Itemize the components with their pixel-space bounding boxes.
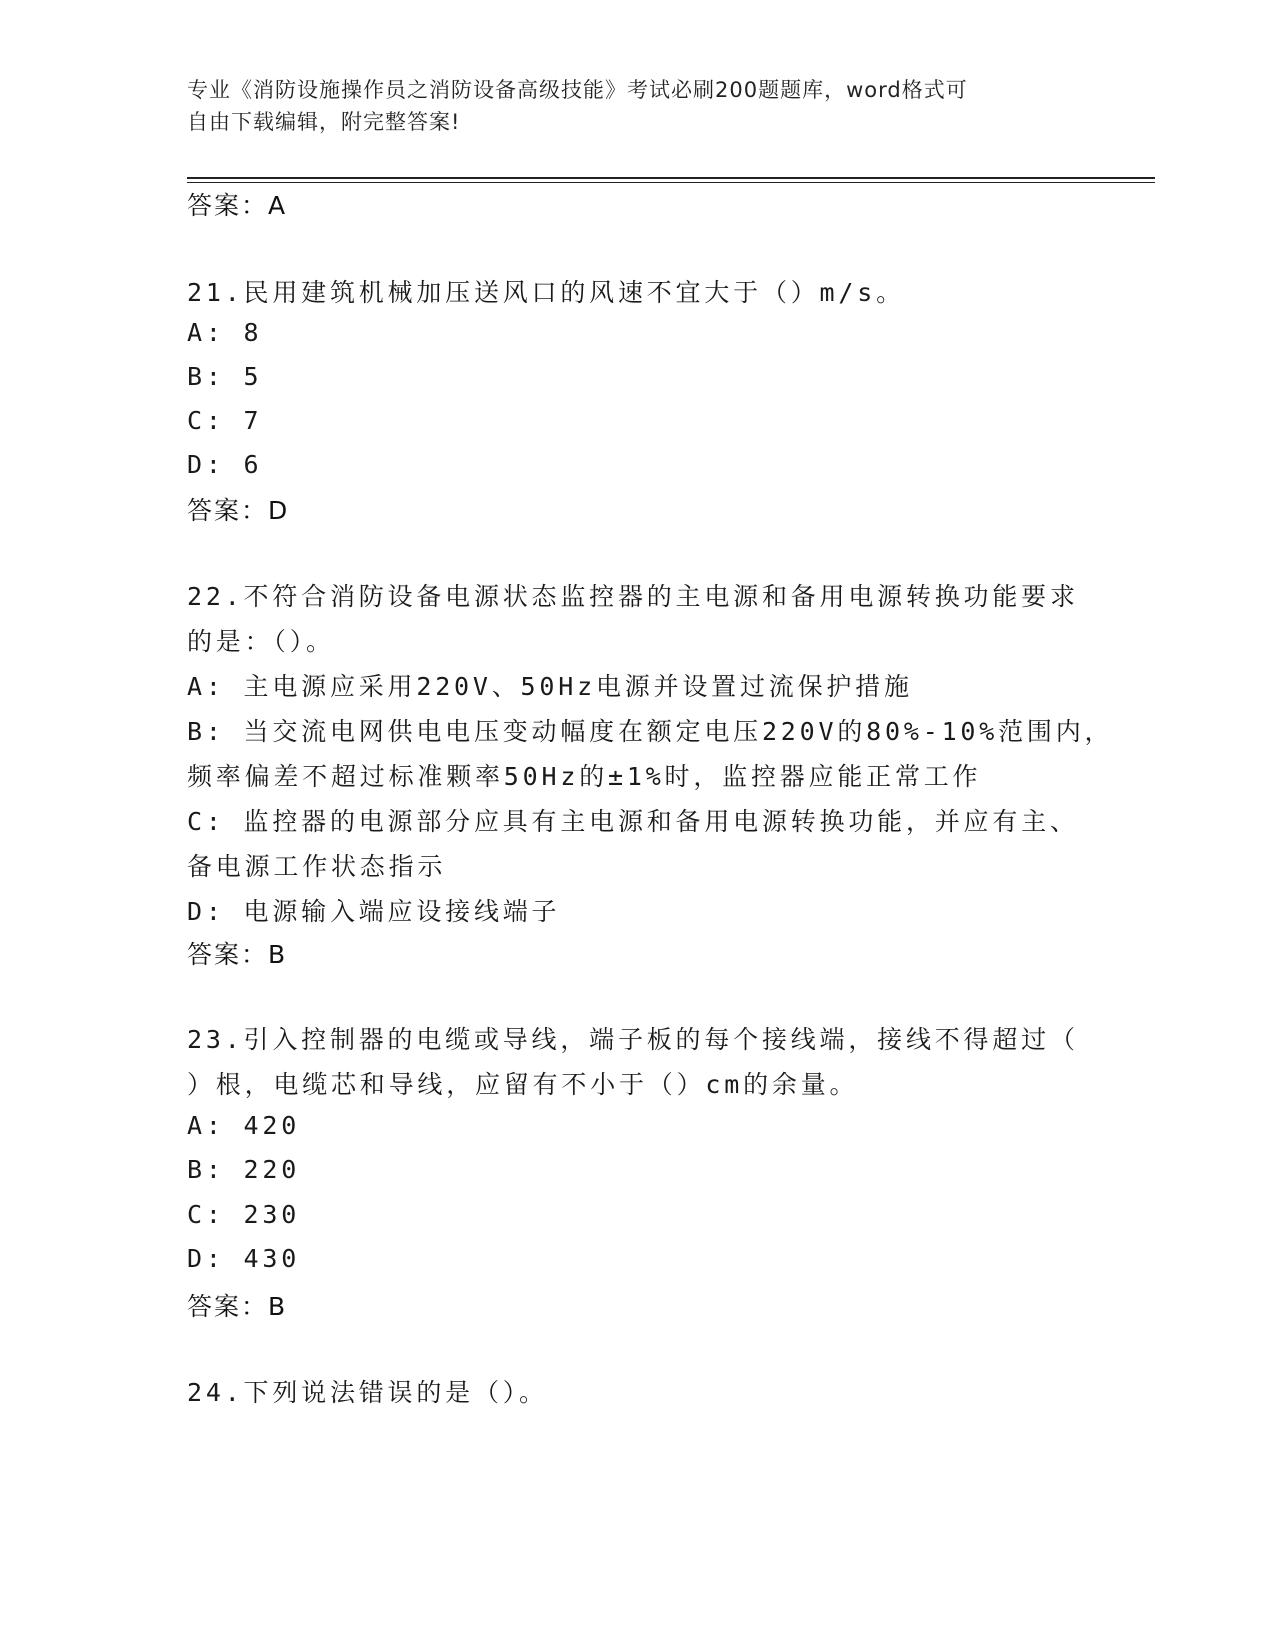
question-23-stem-line-1: 23.引入控制器的电缆或导线，端子板的每个接线端，接线不得超过（ xyxy=(187,1025,1079,1054)
question-22-option-b-line-1: B: 当交流电网供电电压变动幅度在额定电压220V的80%-10%范围内， xyxy=(187,717,1114,746)
answer-q20: 答案：A xyxy=(187,191,288,220)
question-21-option-c: C: 7 xyxy=(187,406,263,435)
answer-q21: 答案：D xyxy=(187,496,290,525)
question-21-option-d: D: 6 xyxy=(187,450,263,479)
question-22-option-c-line-1: C: 监控器的电源部分应具有主电源和备用电源转换功能，并应有主、 xyxy=(187,807,1079,836)
header-divider-thin xyxy=(187,182,1155,183)
question-23-stem-line-2: ）根，电缆芯和导线，应留有不小于（）cm的余量。 xyxy=(187,1070,859,1099)
question-22-option-d: D: 电源输入端应设接线端子 xyxy=(187,897,561,926)
question-24-stem: 24.下列说法错误的是（）。 xyxy=(187,1378,548,1407)
question-23-option-a: A: 420 xyxy=(187,1111,301,1140)
document-header xyxy=(187,74,1067,138)
question-22-option-b-line-2: 频率偏差不超过标准颗率50Hz的±1%时，监控器应能正常工作 xyxy=(187,762,982,791)
question-23-option-b: B: 220 xyxy=(187,1155,301,1184)
question-22-stem-line-1: 22.不符合消防设备电源状态监控器的主电源和备用电源转换功能要求 xyxy=(187,582,1079,611)
question-23-option-d: D: 430 xyxy=(187,1244,301,1273)
question-22-option-c-line-2: 备电源工作状态指示 xyxy=(187,852,447,881)
question-22-option-a: A: 主电源应采用220V、50Hz电源并设置过流保护措施 xyxy=(187,672,913,701)
question-21-option-a: A: 8 xyxy=(187,318,263,347)
question-21-stem: 21.民用建筑机械加压送风口的风速不宜大于（）m/s。 xyxy=(187,278,905,307)
header-divider-thick xyxy=(187,177,1155,179)
answer-q22: 答案：B xyxy=(187,940,288,969)
question-22-stem-line-2: 的是：（）。 xyxy=(187,627,335,656)
question-23-option-c: C: 230 xyxy=(187,1200,301,1229)
header-title-line-1: 专业《消防设施操作员之消防设备高级技能》考试必刷200题题库，word格式可 xyxy=(187,78,968,102)
answer-q23: 答案：B xyxy=(187,1292,288,1321)
question-21-option-b: B: 5 xyxy=(187,362,263,391)
header-title-line-2: 自由下载编辑，附完整答案! xyxy=(187,110,461,134)
